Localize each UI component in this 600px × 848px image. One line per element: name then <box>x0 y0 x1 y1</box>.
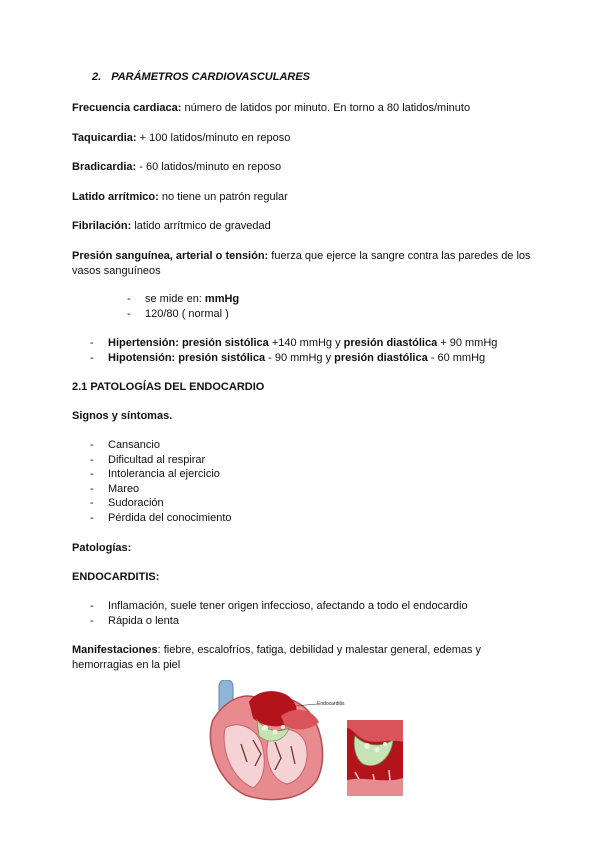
list-dash: - <box>90 600 94 612</box>
list-dash: - <box>90 482 94 495</box>
heart-endocarditis-image <box>205 680 405 805</box>
endocarditis-list <box>90 599 550 628</box>
list-dash: - <box>90 351 94 364</box>
list-item-text: +140 mmHg y <box>268 337 344 349</box>
list-item <box>90 453 390 468</box>
definition-text: - 60 latidos/minuto en reposo <box>136 161 282 173</box>
list-item-text: Rápida o lenta <box>108 614 179 627</box>
list-item-text: Pérdida del conocimiento <box>108 511 232 524</box>
manifestations-term: Manifestaciones <box>72 644 158 656</box>
list-item <box>90 438 390 453</box>
list-item <box>90 482 390 497</box>
section-number: 2. <box>92 71 102 83</box>
list-dash: - <box>90 468 94 480</box>
list-dash: - <box>90 439 94 451</box>
list-item <box>127 292 427 307</box>
list-item-text: 120/80 ( normal ) <box>145 307 229 320</box>
list-item <box>90 599 550 614</box>
tension-list <box>90 336 550 365</box>
list-item <box>127 307 427 322</box>
definition-term: Frecuencia cardiaca: <box>72 102 182 114</box>
definition-frecuencia <box>72 101 532 116</box>
heart-illustration <box>205 680 405 805</box>
list-item-bold: mmHg <box>204 293 240 305</box>
heart-cross-section <box>210 680 322 800</box>
diastolic-label: presión diastólica <box>334 351 428 364</box>
manifestations-paragraph <box>72 643 532 673</box>
list-item-text: Inflamación, suele tener origen infeccioso, afectando a todo el endocardio <box>108 600 468 612</box>
list-dash: - <box>90 337 94 349</box>
definition-text: latido arrítmico de gravedad <box>131 220 271 232</box>
list-item <box>90 467 390 482</box>
list-item-text: - 90 mmHg y <box>265 351 335 364</box>
hipotension-label: Hipotensión: presión sistólica <box>108 351 266 364</box>
definition-presion <box>72 249 532 279</box>
definition-term: Fibrilación: <box>72 220 132 232</box>
list-dash: - <box>90 497 94 509</box>
list-item <box>90 336 550 351</box>
definition-text: fuerza que ejerce la sangre contra las paredes de los vasos sanguíneos <box>72 250 531 277</box>
list-dash: - <box>90 614 94 627</box>
list-dash: - <box>127 293 131 305</box>
signs-heading: Signos y síntomas. <box>72 410 173 422</box>
list-item <box>90 511 390 526</box>
section-title: PARÁMETROS CARDIOVASCULARES <box>111 71 311 83</box>
list-item-text: Mareo <box>108 482 140 495</box>
list-item-text: Dificultad al respirar <box>108 453 206 466</box>
definition-bradicardia <box>72 160 532 175</box>
definition-term: Latido arrítmico: <box>72 191 159 203</box>
definition-text: no tiene un patrón regular <box>158 191 288 203</box>
definition-fibrilacion <box>72 219 532 234</box>
definition-taquicardia <box>72 131 532 146</box>
pathologies-heading: Patologías: <box>72 542 132 554</box>
list-item-text: se mide en: <box>145 293 205 305</box>
list-item-text: + 90 mmHg <box>437 337 498 349</box>
list-dash: - <box>90 453 94 466</box>
list-item-text: Intolerancia al ejercicio <box>108 468 220 480</box>
list-dash: - <box>127 307 131 320</box>
list-item <box>90 351 550 366</box>
definition-term: Bradicardia: <box>72 161 137 173</box>
subsection-title: 2.1 PATOLOGÍAS DEL ENDOCARDIO <box>72 381 265 393</box>
list-item-text: - 60 mmHg <box>427 351 486 364</box>
list-item-text: Sudoración <box>108 497 164 509</box>
manifestations-text: : fiebre, escalofríos, fatiga, debilidad y malestar general, edemas y hemorragias en la piel <box>72 644 482 671</box>
section-heading <box>92 71 310 83</box>
list-item-text: Cansancio <box>108 439 160 451</box>
list-dash: - <box>90 511 94 524</box>
hipertension-label: Hipertensión: presión sistólica <box>108 337 269 349</box>
definition-latido-arritmico <box>72 190 532 205</box>
definition-text: + 100 latidos/minuto en reposo <box>136 132 291 144</box>
list-item <box>90 614 550 629</box>
definition-term: Taquicardia: <box>72 132 137 144</box>
pressure-list <box>127 292 427 321</box>
definition-text: número de latidos por minuto. En torno a 80 latidos/minuto <box>181 102 471 114</box>
signs-list <box>90 438 390 525</box>
diastolic-label: presión diastólica <box>343 337 438 349</box>
list-item <box>90 496 390 511</box>
zoom-inset <box>347 720 403 796</box>
figure-label: Endocarditis <box>317 701 345 707</box>
definition-term: Presión sanguínea, arterial o tensión: <box>72 250 269 262</box>
endocarditis-heading: ENDOCARDITIS: <box>72 571 160 583</box>
